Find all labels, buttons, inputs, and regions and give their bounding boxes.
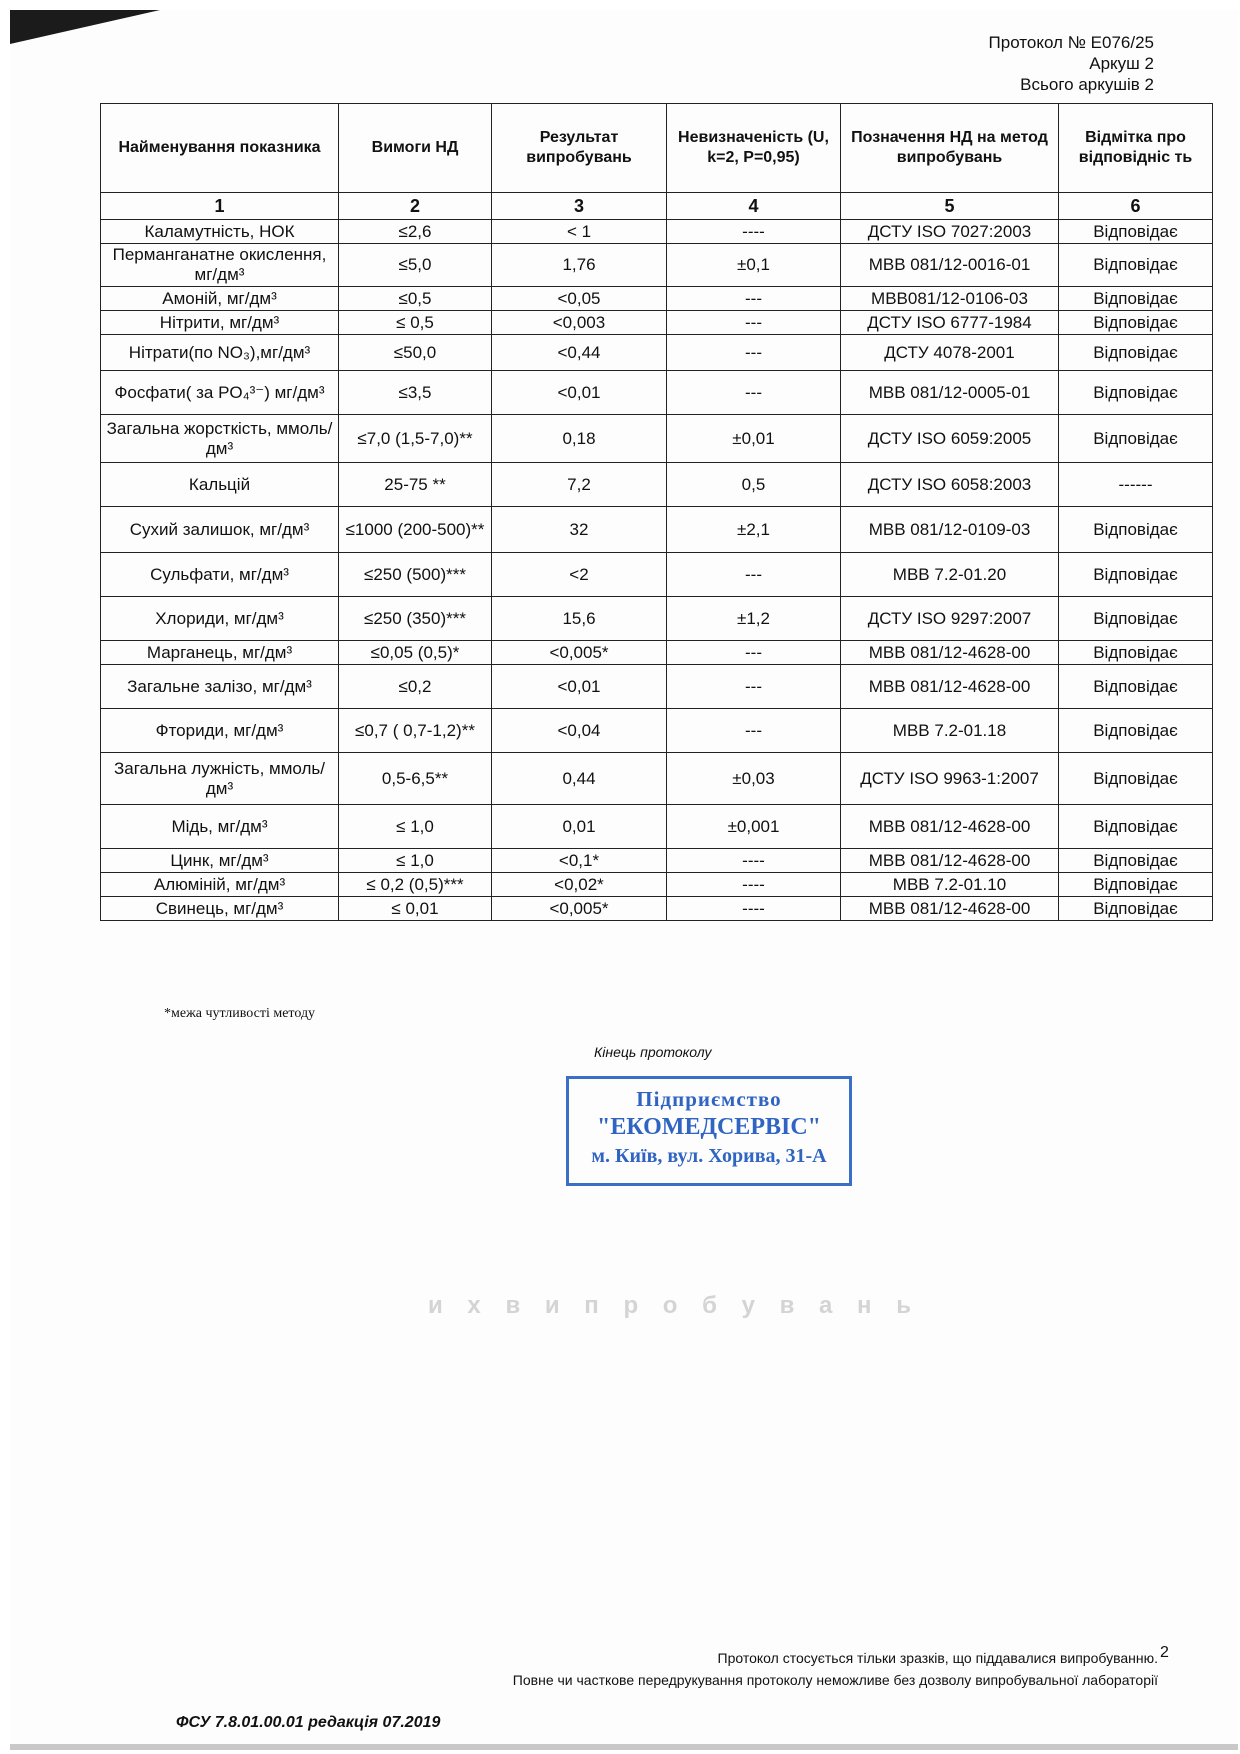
cell-res: 15,6 bbox=[492, 597, 667, 641]
scan-corner bbox=[10, 10, 160, 44]
cell-req: 25-75 ** bbox=[339, 463, 492, 507]
cell-name: Хлориди, мг/дм³ bbox=[101, 597, 339, 641]
cell-mark: Відповідає bbox=[1059, 311, 1213, 335]
cell-method: ДСТУ ISO 6059:2005 bbox=[841, 415, 1059, 463]
stamp-line: "ЕКОМЕДСЕРВІС" bbox=[597, 1114, 821, 1140]
cell-res: <0,003 bbox=[492, 311, 667, 335]
cell-mark: Відповідає bbox=[1059, 335, 1213, 371]
cell-unc: ---- bbox=[667, 849, 841, 873]
cell-res: <0,005* bbox=[492, 641, 667, 665]
cell-req: ≤7,0 (1,5-7,0)** bbox=[339, 415, 492, 463]
cell-mark: Відповідає bbox=[1059, 665, 1213, 709]
stamp-line: Підприємство bbox=[636, 1087, 782, 1111]
cell-method: МВВ 081/12-0109-03 bbox=[841, 507, 1059, 553]
cell-mark: Відповідає bbox=[1059, 641, 1213, 665]
cell-res: 0,18 bbox=[492, 415, 667, 463]
table-row bbox=[101, 463, 1213, 507]
cell-name: Фосфати( за PO₄³⁻) мг/дм³ bbox=[101, 371, 339, 415]
cell-mark: Відповідає bbox=[1059, 873, 1213, 897]
cell-name: Свинець, мг/дм³ bbox=[101, 897, 339, 921]
table-row bbox=[101, 287, 1213, 311]
cell-mark: Відповідає bbox=[1059, 287, 1213, 311]
bleed-through-text: и х в и п р о б у в а н ь bbox=[428, 1292, 920, 1319]
cell-res: 7,2 bbox=[492, 463, 667, 507]
column-header: Результат випробувань bbox=[492, 104, 667, 193]
column-header: Невизначеність (U, k=2, P=0,95) bbox=[667, 104, 841, 193]
cell-mark: Відповідає bbox=[1059, 220, 1213, 244]
cell-name: Амоній, мг/дм³ bbox=[101, 287, 339, 311]
cell-name: Загальна жорсткість, ммоль/дм³ bbox=[101, 415, 339, 463]
cell-name: Марганець, мг/дм³ bbox=[101, 641, 339, 665]
cell-method: МВВ 7.2-01.18 bbox=[841, 709, 1059, 753]
protocol-header bbox=[989, 32, 1154, 95]
cell-mark: Відповідає bbox=[1059, 371, 1213, 415]
cell-res: <0,44 bbox=[492, 335, 667, 371]
cell-name: Нітрити, мг/дм³ bbox=[101, 311, 339, 335]
cell-req: 0,5-6,5** bbox=[339, 753, 492, 805]
cell-mark: Відповідає bbox=[1059, 553, 1213, 597]
table-row bbox=[101, 753, 1213, 805]
cell-unc: --- bbox=[667, 553, 841, 597]
footnote: *межа чутливості методу bbox=[164, 1006, 316, 1021]
cell-mark: Відповідає bbox=[1059, 415, 1213, 463]
stamp-line: м. Київ, вул. Хорива, 31-А bbox=[591, 1145, 827, 1167]
cell-method: МВВ 081/12-0005-01 bbox=[841, 371, 1059, 415]
scan-edge bbox=[10, 1744, 1238, 1750]
cell-unc: --- bbox=[667, 335, 841, 371]
cell-req: ≤ 0,01 bbox=[339, 897, 492, 921]
cell-name: Фториди, мг/дм³ bbox=[101, 709, 339, 753]
cell-res: <0,005* bbox=[492, 897, 667, 921]
cell-name: Сульфати, мг/дм³ bbox=[101, 553, 339, 597]
cell-res: 32 bbox=[492, 507, 667, 553]
cell-name: Кальцій bbox=[101, 463, 339, 507]
cell-unc: ±0,1 bbox=[667, 244, 841, 287]
column-number: 6 bbox=[1059, 193, 1213, 220]
column-number: 4 bbox=[667, 193, 841, 220]
table-row bbox=[101, 371, 1213, 415]
cell-unc: --- bbox=[667, 665, 841, 709]
column-number: 2 bbox=[339, 193, 492, 220]
protocol-number: Протокол № Е076/25 bbox=[988, 33, 1154, 52]
cell-unc: ---- bbox=[667, 220, 841, 244]
cell-name: Загальне залізо, мг/дм³ bbox=[101, 665, 339, 709]
cell-name: Каламутність, НОК bbox=[101, 220, 339, 244]
cell-req: ≤0,2 bbox=[339, 665, 492, 709]
cell-unc: ±1,2 bbox=[667, 597, 841, 641]
cell-res: <0,01 bbox=[492, 665, 667, 709]
cell-res: <0,1* bbox=[492, 849, 667, 873]
cell-name: Загальна лужність, ммоль/дм³ bbox=[101, 753, 339, 805]
cell-unc: ±2,1 bbox=[667, 507, 841, 553]
table-row bbox=[101, 553, 1213, 597]
footer-note: Протокол стосується тільки зразків, що піддавалися випробуванню. bbox=[717, 1650, 1158, 1666]
cell-unc: ---- bbox=[667, 873, 841, 897]
cell-mark: Відповідає bbox=[1059, 897, 1213, 921]
cell-res: 0,44 bbox=[492, 753, 667, 805]
end-of-protocol: Кінець протоколу bbox=[594, 1044, 712, 1060]
cell-mark: Відповідає bbox=[1059, 805, 1213, 849]
cell-req: ≤250 (350)*** bbox=[339, 597, 492, 641]
cell-res: <2 bbox=[492, 553, 667, 597]
cell-req: ≤ 1,0 bbox=[339, 849, 492, 873]
cell-mark: ------ bbox=[1059, 463, 1213, 507]
table-row bbox=[101, 897, 1213, 921]
cell-method: МВВ 081/12-4628-00 bbox=[841, 665, 1059, 709]
cell-unc: --- bbox=[667, 641, 841, 665]
cell-req: ≤0,5 bbox=[339, 287, 492, 311]
column-header: Позначення НД на метод випробувань bbox=[841, 104, 1059, 193]
footer-copyright: Повне чи часткове передрукування протоколу неможливе без дозволу випробувальної лабораторії bbox=[512, 1672, 1158, 1688]
column-header: Найменування показника bbox=[101, 104, 339, 193]
column-number: 3 bbox=[492, 193, 667, 220]
table-row bbox=[101, 873, 1213, 897]
table-row bbox=[101, 597, 1213, 641]
cell-unc: ±0,01 bbox=[667, 415, 841, 463]
table-row bbox=[101, 805, 1213, 849]
results-table bbox=[100, 103, 1213, 921]
column-number: 5 bbox=[841, 193, 1059, 220]
cell-name: Алюміній, мг/дм³ bbox=[101, 873, 339, 897]
table-row bbox=[101, 709, 1213, 753]
cell-method: МВВ081/12-0106-03 bbox=[841, 287, 1059, 311]
cell-res: <0,05 bbox=[492, 287, 667, 311]
cell-req: ≤ 0,5 bbox=[339, 311, 492, 335]
cell-name: Нітрати(по NO₃),мг/дм³ bbox=[101, 335, 339, 371]
cell-unc: --- bbox=[667, 709, 841, 753]
column-number: 1 bbox=[101, 193, 339, 220]
table-row bbox=[101, 311, 1213, 335]
cell-unc: ±0,001 bbox=[667, 805, 841, 849]
company-stamp bbox=[566, 1076, 852, 1186]
table-row bbox=[101, 244, 1213, 287]
cell-mark: Відповідає bbox=[1059, 849, 1213, 873]
table-row bbox=[101, 849, 1213, 873]
table-row bbox=[101, 641, 1213, 665]
cell-method: ДСТУ ISO 9297:2007 bbox=[841, 597, 1059, 641]
cell-method: МВВ 081/12-0016-01 bbox=[841, 244, 1059, 287]
cell-unc: --- bbox=[667, 287, 841, 311]
cell-method: МВВ 081/12-4628-00 bbox=[841, 849, 1059, 873]
cell-res: 1,76 bbox=[492, 244, 667, 287]
cell-res: <0,04 bbox=[492, 709, 667, 753]
table-row bbox=[101, 665, 1213, 709]
table-row bbox=[101, 220, 1213, 244]
cell-res: < 1 bbox=[492, 220, 667, 244]
cell-method: ДСТУ ISO 7027:2003 bbox=[841, 220, 1059, 244]
cell-name: Перманганатне окислення, мг/дм³ bbox=[101, 244, 339, 287]
cell-unc: 0,5 bbox=[667, 463, 841, 507]
cell-method: ДСТУ ISO 6058:2003 bbox=[841, 463, 1059, 507]
cell-res: <0,02* bbox=[492, 873, 667, 897]
cell-res: <0,01 bbox=[492, 371, 667, 415]
document-page bbox=[10, 10, 1238, 1750]
cell-method: ДСТУ ISO 6777-1984 bbox=[841, 311, 1059, 335]
cell-unc: --- bbox=[667, 371, 841, 415]
cell-mark: Відповідає bbox=[1059, 709, 1213, 753]
cell-name: Цинк, мг/дм³ bbox=[101, 849, 339, 873]
table-row bbox=[101, 415, 1213, 463]
cell-req: ≤ 1,0 bbox=[339, 805, 492, 849]
cell-mark: Відповідає bbox=[1059, 753, 1213, 805]
cell-mark: Відповідає bbox=[1059, 507, 1213, 553]
cell-method: МВВ 081/12-4628-00 bbox=[841, 641, 1059, 665]
cell-req: ≤50,0 bbox=[339, 335, 492, 371]
cell-unc: --- bbox=[667, 311, 841, 335]
cell-req: ≤3,5 bbox=[339, 371, 492, 415]
table-row bbox=[101, 507, 1213, 553]
cell-method: МВВ 081/12-4628-00 bbox=[841, 805, 1059, 849]
cell-req: ≤2,6 bbox=[339, 220, 492, 244]
cell-name: Мідь, мг/дм³ bbox=[101, 805, 339, 849]
cell-req: ≤250 (500)*** bbox=[339, 553, 492, 597]
cell-res: 0,01 bbox=[492, 805, 667, 849]
cell-name: Сухий залишок, мг/дм³ bbox=[101, 507, 339, 553]
page-number: 2 bbox=[1160, 1644, 1169, 1661]
cell-mark: Відповідає bbox=[1059, 597, 1213, 641]
cell-unc: ---- bbox=[667, 897, 841, 921]
cell-req: ≤ 0,2 (0,5)*** bbox=[339, 873, 492, 897]
form-code: ФСУ 7.8.01.00.01 редакція 07.2019 bbox=[176, 1714, 441, 1731]
cell-mark: Відповідає bbox=[1059, 244, 1213, 287]
cell-req: ≤0,7 ( 0,7-1,2)** bbox=[339, 709, 492, 753]
cell-method: ДСТУ ISO 9963-1:2007 bbox=[841, 753, 1059, 805]
cell-req: ≤1000 (200-500)** bbox=[339, 507, 492, 553]
sheet-number: Аркуш 2 bbox=[1089, 54, 1154, 73]
cell-method: МВВ 7.2-01.20 bbox=[841, 553, 1059, 597]
table-row bbox=[101, 335, 1213, 371]
cell-req: ≤5,0 bbox=[339, 244, 492, 287]
total-sheets: Всього аркушів 2 bbox=[1020, 75, 1154, 94]
cell-method: МВВ 7.2-01.10 bbox=[841, 873, 1059, 897]
cell-method: ДСТУ 4078-2001 bbox=[841, 335, 1059, 371]
cell-method: МВВ 081/12-4628-00 bbox=[841, 897, 1059, 921]
cell-req: ≤0,05 (0,5)* bbox=[339, 641, 492, 665]
cell-unc: ±0,03 bbox=[667, 753, 841, 805]
column-header: Вимоги НД bbox=[339, 104, 492, 193]
column-header: Відмітка про відповідніс ть bbox=[1059, 104, 1213, 193]
